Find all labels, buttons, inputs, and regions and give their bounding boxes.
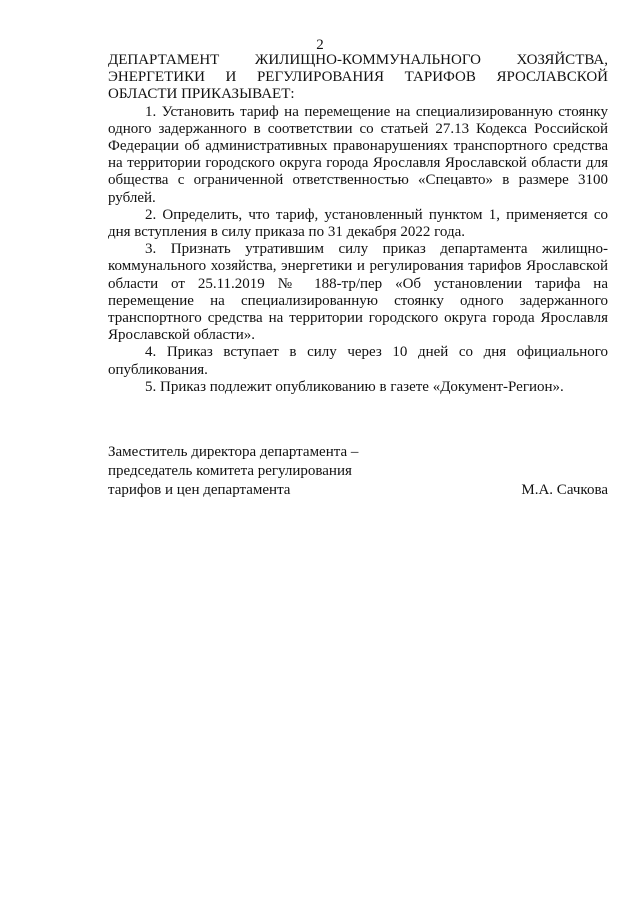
signature-block <box>108 443 608 500</box>
signature-title-line-2: председатель комитета регулирования <box>108 463 352 479</box>
order-heading: ДЕПАРТАМЕНТ ЖИЛИЩНО-КОММУНАЛЬНОГО ХОЗЯЙСТВА, ЭНЕРГЕТИКИ И РЕГУЛИРОВАНИЯ ТАРИФОВ ЯРОСЛАВСКОЙ ОБЛАСТИ ПРИКАЗЫВАЕТ: <box>108 52 608 103</box>
signature-title-line-3: тарифов и цен департамента <box>108 482 291 498</box>
paragraph-2: 2. Определить, что тариф, установленный пунктом 1, применяется со дня вступления в силу приказа по 31 декабря 2022 года. <box>108 206 608 241</box>
paragraph-3: 3. Признать утратившим силу приказ департамента жилищно-коммунального хозяйства, энергетики и регулирования тарифов Ярославской области от 25.11.2019 № 188-тр/пер «Об установлении тарифа на перемещение на специализированную стоянку одного задержанного транспортного средства на территории городского округа города Ярославля Ярославской области». <box>108 241 608 344</box>
signature-title-line-1: Заместитель директора департамента – <box>108 444 359 460</box>
page-number: 2 <box>316 37 324 53</box>
signatory-name: М.А. Сачкова <box>521 482 608 498</box>
order-body <box>108 52 608 396</box>
paragraph-1: 1. Установить тариф на перемещение на специализированную стоянку одного задержанного в соответствии со статьей 27.13 Кодекса Российской Федерации об административных правонарушениях транспортного средства на территории городского округа города Ярославля Ярославской области для общества с ограниченной ответственностью «Спецавто» в размере 3100 рублей. <box>108 103 608 206</box>
paragraph-5: 5. Приказ подлежит опубликованию в газете «Документ-Регион». <box>145 378 564 395</box>
paragraph-4: 4. Приказ вступает в силу через 10 дней со дня официального опубликования. <box>108 344 608 378</box>
signature-row <box>108 481 608 500</box>
